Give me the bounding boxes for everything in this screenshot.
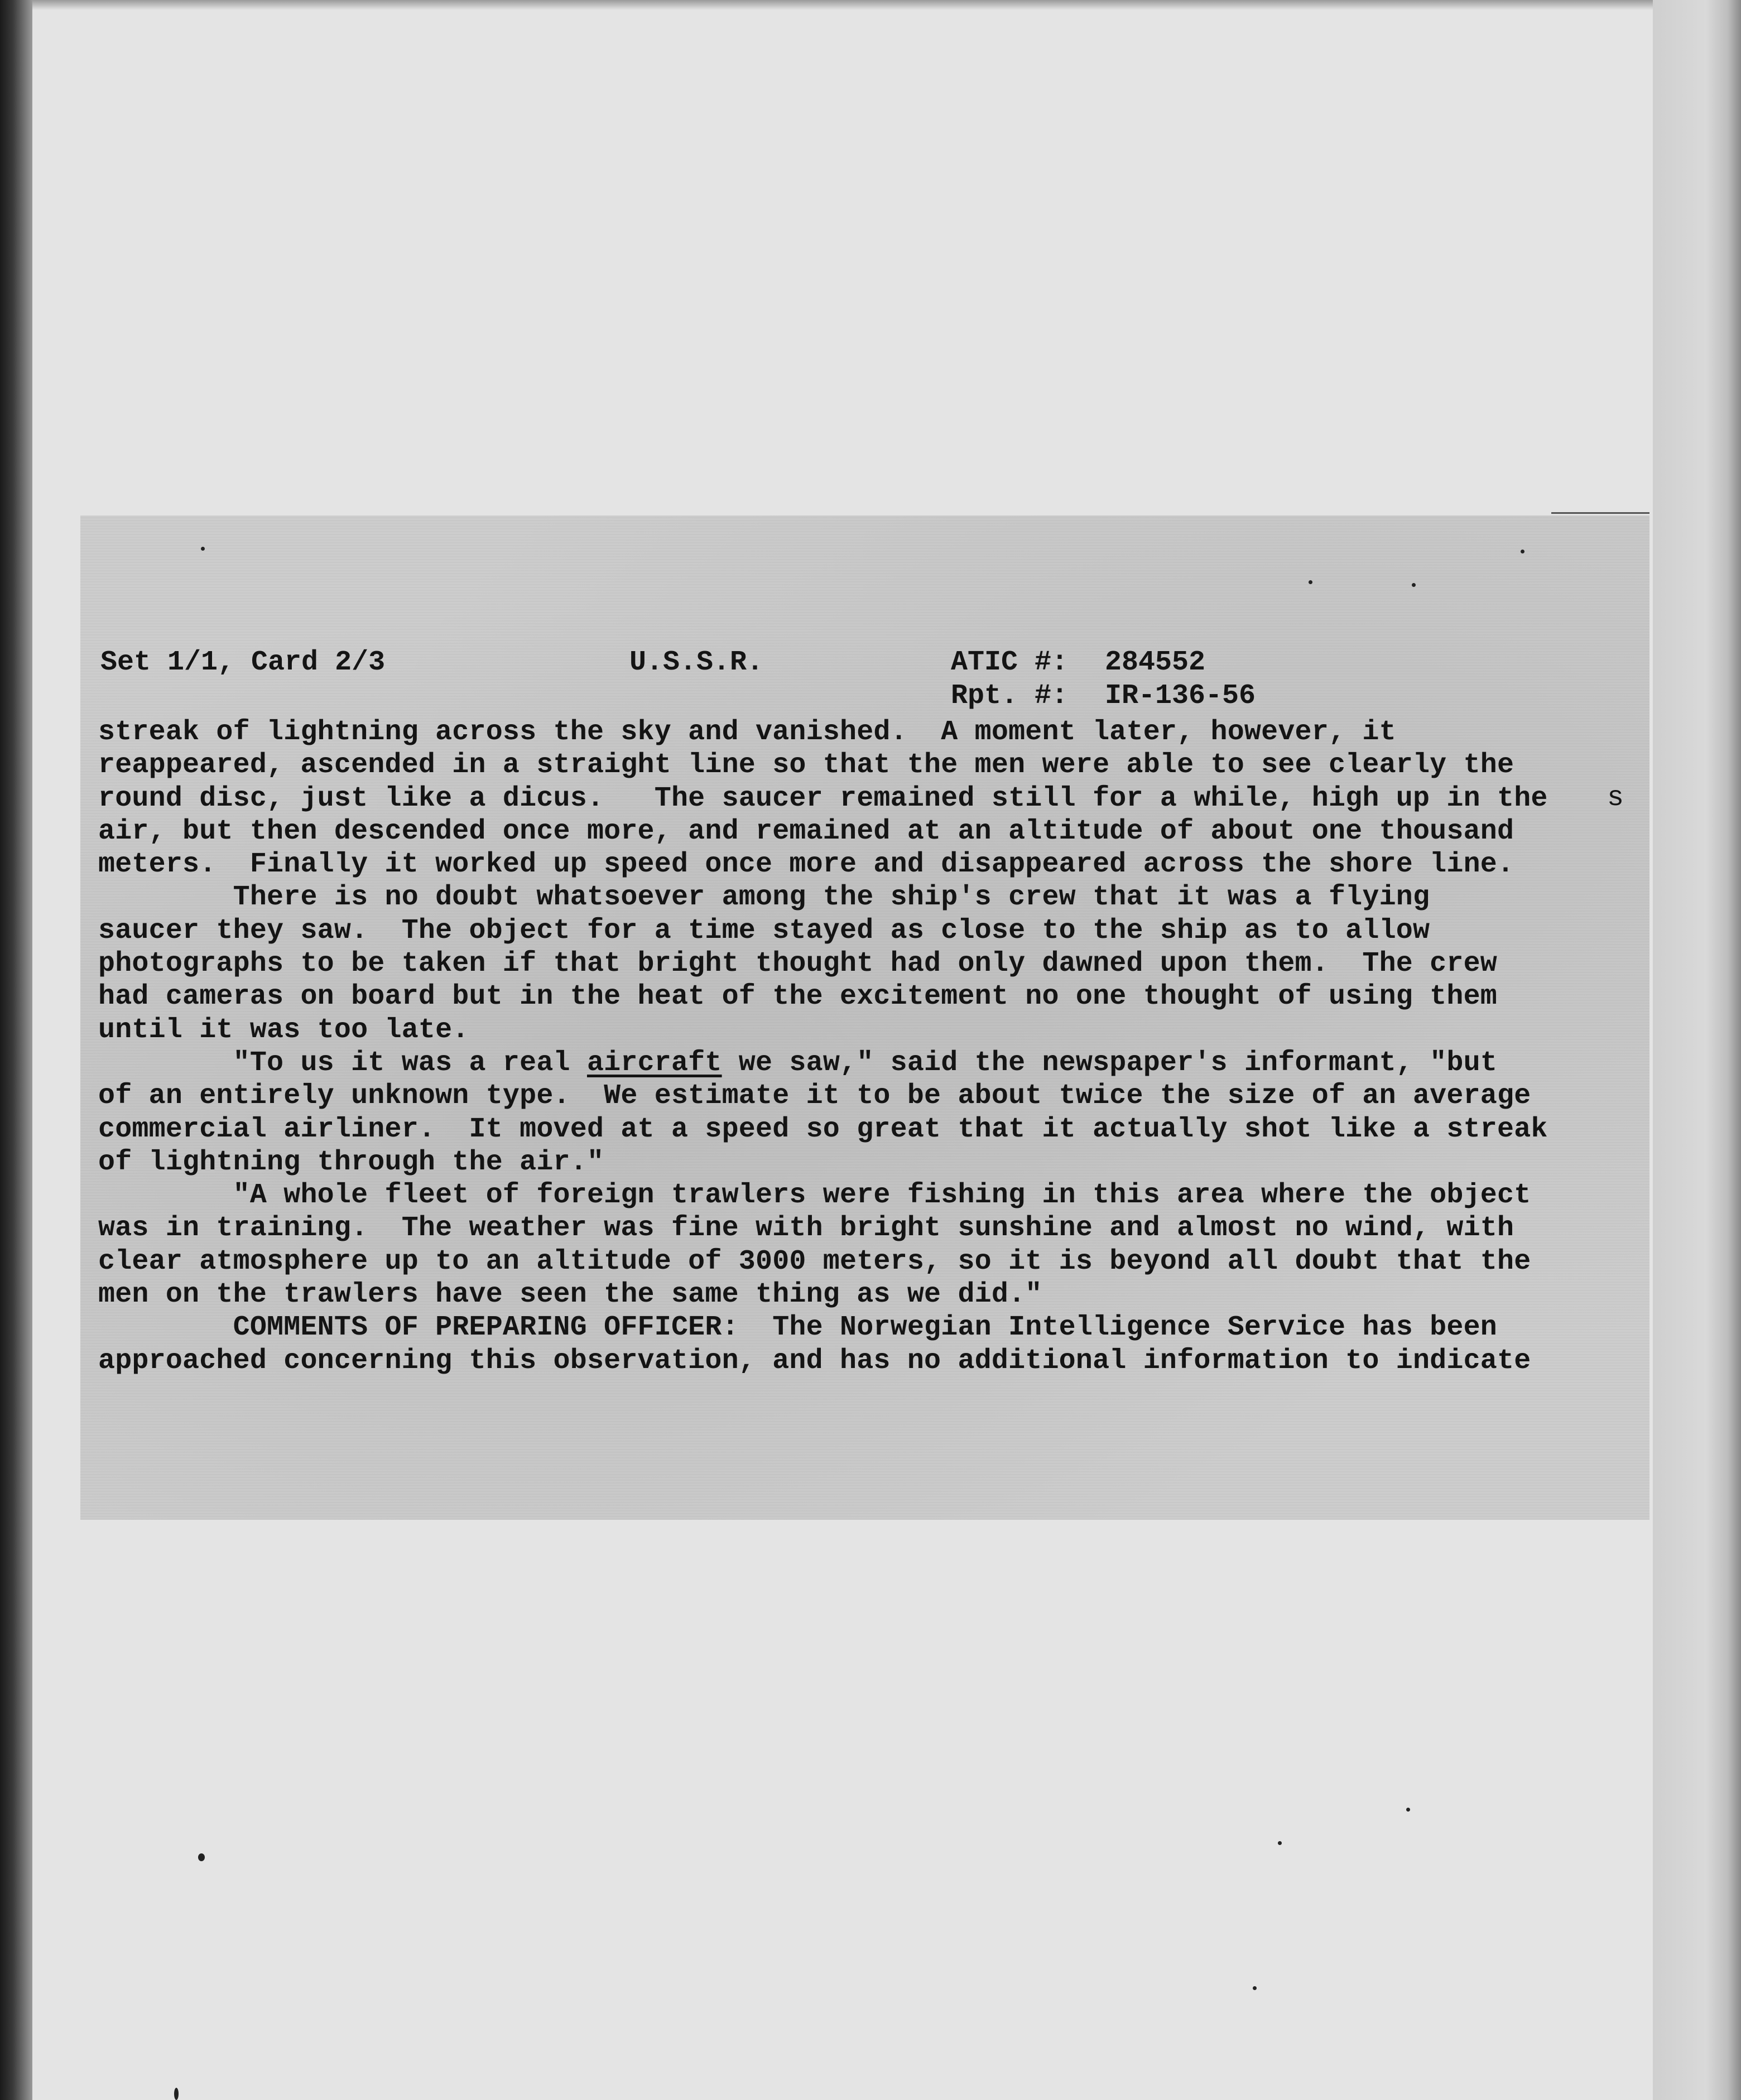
card-edge-line xyxy=(1551,512,1649,514)
atic-number: 284552 xyxy=(1105,647,1206,678)
body-line: saucer they saw. The object for a time stayed as close to the ship as to allow xyxy=(98,914,1430,947)
quote-text: "To us it was a real xyxy=(98,1047,587,1079)
film-right-border xyxy=(1653,0,1741,2100)
body-line: reappeared, ascended in a straight line so that the men were able to see clearly the xyxy=(98,749,1514,782)
atic-label: ATIC #: xyxy=(951,647,1069,678)
dust-speck xyxy=(1253,1986,1257,1990)
underlined-word: aircraft xyxy=(586,1047,722,1079)
body-line: "A whole fleet of foreign trawlers were fishing in this area where the object xyxy=(98,1179,1531,1212)
dust-speck xyxy=(1278,1841,1282,1845)
dust-speck xyxy=(1412,583,1416,587)
dust-speck xyxy=(1521,550,1524,553)
dust-speck xyxy=(1406,1808,1410,1812)
body-line: air, but then descended once more, and remained at an altitude of about one thousand xyxy=(98,815,1514,847)
set-card-label: Set 1/1, Card 2/3 xyxy=(100,647,386,678)
body-line: of lightning through the air." xyxy=(98,1146,604,1178)
quote-text: we saw," said the newspaper's informant, "but xyxy=(722,1047,1498,1079)
body-line: of an entirely unknown type. We estimate it to be about twice the size of an average xyxy=(98,1080,1531,1112)
scan-top-edge xyxy=(0,0,1741,10)
body-line: There is no doubt whatsoever among the ship's crew that it was a flying xyxy=(98,882,1430,914)
body-line: COMMENTS OF PREPARING OFFICER: The Norwegian Intelligence Service has been xyxy=(98,1312,1498,1344)
film-left-border xyxy=(0,0,32,2100)
body-line: was in training. The weather was fine with bright sunshine and almost no wind, with xyxy=(98,1212,1514,1245)
body-line: men on the trawlers have seen the same thing as we did." xyxy=(98,1279,1042,1311)
dust-speck xyxy=(1309,580,1312,584)
rpt-label: Rpt. #: xyxy=(951,680,1069,712)
country-label: U.S.S.R. xyxy=(629,647,764,678)
body-line: photographs to be taken if that bright thought had only dawned upon them. The crew xyxy=(98,948,1498,980)
body-line xyxy=(98,1047,1548,1080)
dust-speck xyxy=(174,2088,179,2100)
body-line: commercial airliner. It moved at a speed so great that it actually shot like a streak xyxy=(98,1113,1548,1145)
body-line: had cameras on board but in the heat of the excitement no one thought of using them xyxy=(98,981,1498,1013)
report-body xyxy=(98,716,1548,1377)
body-line: meters. Finally it worked up speed once more and disappeared across the shore line. xyxy=(98,849,1514,881)
body-line: clear atmosphere up to an altitude of 3000 meters, so it is beyond all doubt that the xyxy=(98,1245,1531,1278)
body-line: round disc, just like a dicus. The saucer remained still for a while, high up in the xyxy=(98,782,1548,815)
handwritten-correction: s xyxy=(1607,782,1624,814)
body-line: streak of lightning across the sky and vanished. A moment later, however, it xyxy=(98,716,1396,748)
rpt-number: IR-136-56 xyxy=(1105,680,1256,712)
dust-speck xyxy=(201,547,205,551)
dust-speck xyxy=(198,1853,205,1861)
body-line: approached concerning this observation, and has no additional information to indicate xyxy=(98,1345,1531,1377)
body-line: until it was too late. xyxy=(98,1014,469,1046)
